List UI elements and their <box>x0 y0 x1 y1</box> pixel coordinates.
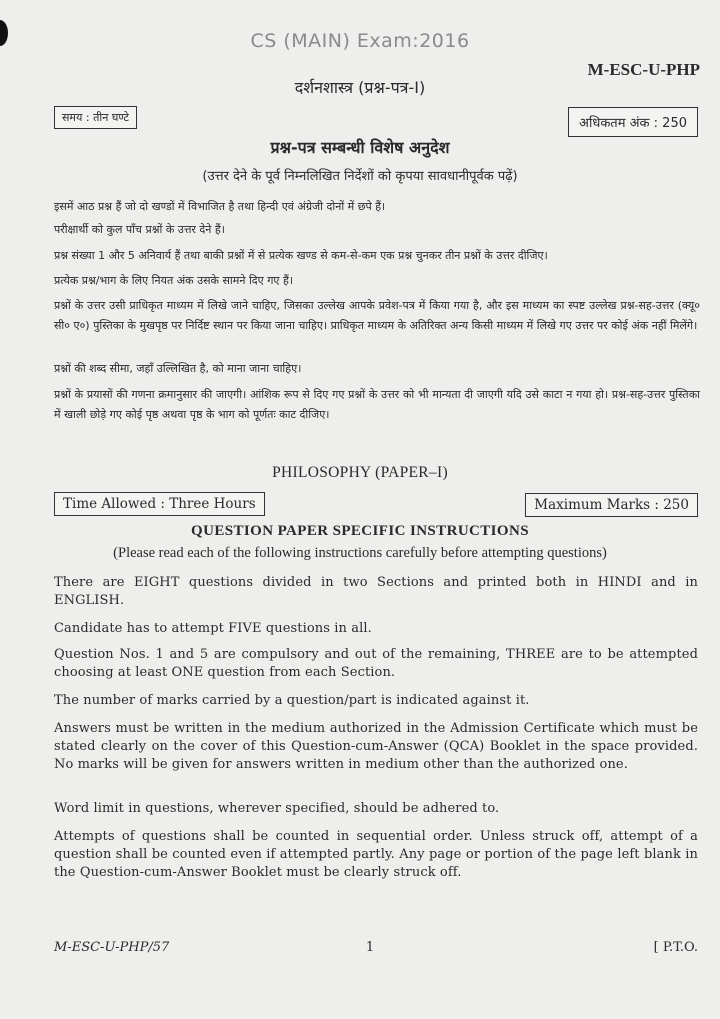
footer-pto: [ P.T.O. <box>653 940 698 955</box>
hindi-instruction-6: प्रश्नों की शब्द सीमा, जहाँ उल्लिखित है, को माना जाना चाहिए। <box>54 362 302 375</box>
footer-paper-code: M-ESC-U-PHP/57 <box>54 940 170 955</box>
hindi-instructions-heading: प्रश्न-पत्र सम्बन्धी विशेष अनुदेश <box>270 138 450 157</box>
hindi-max-marks-box: अधिकतम अंक : 250 <box>568 107 698 137</box>
hindi-time-box: समय : तीन घण्टे <box>54 106 137 129</box>
hindi-instruction-1: इसमें आठ प्रश्न हैं जो दो खण्डों में विभाजित है तथा हिन्दी एवं अंग्रेजी दोनों में छपे हैं। <box>54 200 386 213</box>
english-subject-title: PHILOSOPHY (PAPER–I) <box>272 464 448 481</box>
hindi-instruction-3: प्रश्न संख्या 1 और 5 अनिवार्य हैं तथा बाकी प्रश्नों में से प्रत्येक खण्ड से कम-से-कम एक प्रश्न चुनकर तीन प्रश्नों के उत्तर दीजिए। <box>54 249 548 262</box>
english-instruction-3: Question Nos. 1 and 5 are compulsory and out of the remaining, THREE are to be attempted choosing at least ONE question from each Section. <box>54 647 698 680</box>
english-instruction-6: Word limit in questions, wherever specified, should be adhered to. <box>54 801 500 816</box>
hindi-instruction-7: प्रश्नों के प्रयासों की गणना क्रमानुसार की जाएगी। आंशिक रूप से दिए गए प्रश्नों के उत्तर को भी मान्यता दी जाएगी यदि उसे काटा न गया हो। प्रश्न-सह-उत्तर पुस्तिका में खाली छोड़े गए कोई पृष्ठ अथवा पृष्ठ के भाग को पूर्णतः काट दीजिए। <box>54 388 700 421</box>
english-instructions-subheading: (Please read each of the following instructions carefully before attempting questions) <box>113 545 607 561</box>
english-instruction-5: Answers must be written in the medium authorized in the Admission Certificate which must be stated clearly on the cover of this Question-cum-Answer (QCA) Booklet in the space provided. No marks will be given for answers written in medium other than the authorized one. <box>54 721 698 772</box>
english-instruction-1: There are EIGHT questions divided in two Sections and printed both in HINDI and in ENGLISH. <box>54 575 698 608</box>
hindi-subject-title: दर्शनशास्त्र (प्रश्न-पत्र-I) <box>294 78 426 97</box>
time-allowed-box: Time Allowed : Three Hours <box>54 492 265 516</box>
max-marks-box: Maximum Marks : 250 <box>525 493 698 517</box>
hindi-instructions-subheading: (उत्तर देने के पूर्व निम्नलिखित निर्देशों को कृपया सावधानीपूर्वक पढ़ें) <box>202 169 518 184</box>
english-instruction-4: The number of marks carried by a question/part is indicated against it. <box>54 693 530 708</box>
exam-stamp: CS (MAIN) Exam:2016 <box>250 30 470 52</box>
hindi-instruction-2: परीक्षार्थी को कुल पाँच प्रश्नों के उत्तर देने हैं। <box>54 223 225 236</box>
paper-code-top: M-ESC-U-PHP <box>587 60 700 79</box>
english-instruction-2: Candidate has to attempt FIVE questions in all. <box>54 621 372 636</box>
english-instruction-7: Attempts of questions shall be counted in sequential order. Unless struck off, attempt of a question shall be counted even if attempted partly. Any page or portion of the page left blank in the Question-cum-Answer Booklet must be clearly struck off. <box>54 829 698 880</box>
hindi-instruction-5: प्रश्नों के उत्तर उसी प्राधिकृत माध्यम में लिखे जाने चाहिए, जिसका उल्लेख आपके प्रवेश-पत्र में किया गया है, और इस माध्यम का स्पष्ट उल्लेख प्रश्न-सह-उत्तर (क्यू० सी० ए०) पुस्तिका के मुखपृष्ठ पर निर्दिष्ट स्थान पर किया जाना चाहिए। प्राधिकृत माध्यम के अतिरिक्त अन्य किसी माध्यम में लिखे गए उत्तर पर कोई अंक नहीं मिलेंगे। <box>54 299 700 332</box>
footer-page-number: 1 <box>365 940 375 955</box>
english-instructions-heading: QUESTION PAPER SPECIFIC INSTRUCTIONS <box>191 523 529 539</box>
hindi-instruction-4: प्रत्येक प्रश्न/भाग के लिए नियत अंक उसके सामने दिए गए हैं। <box>54 274 293 287</box>
